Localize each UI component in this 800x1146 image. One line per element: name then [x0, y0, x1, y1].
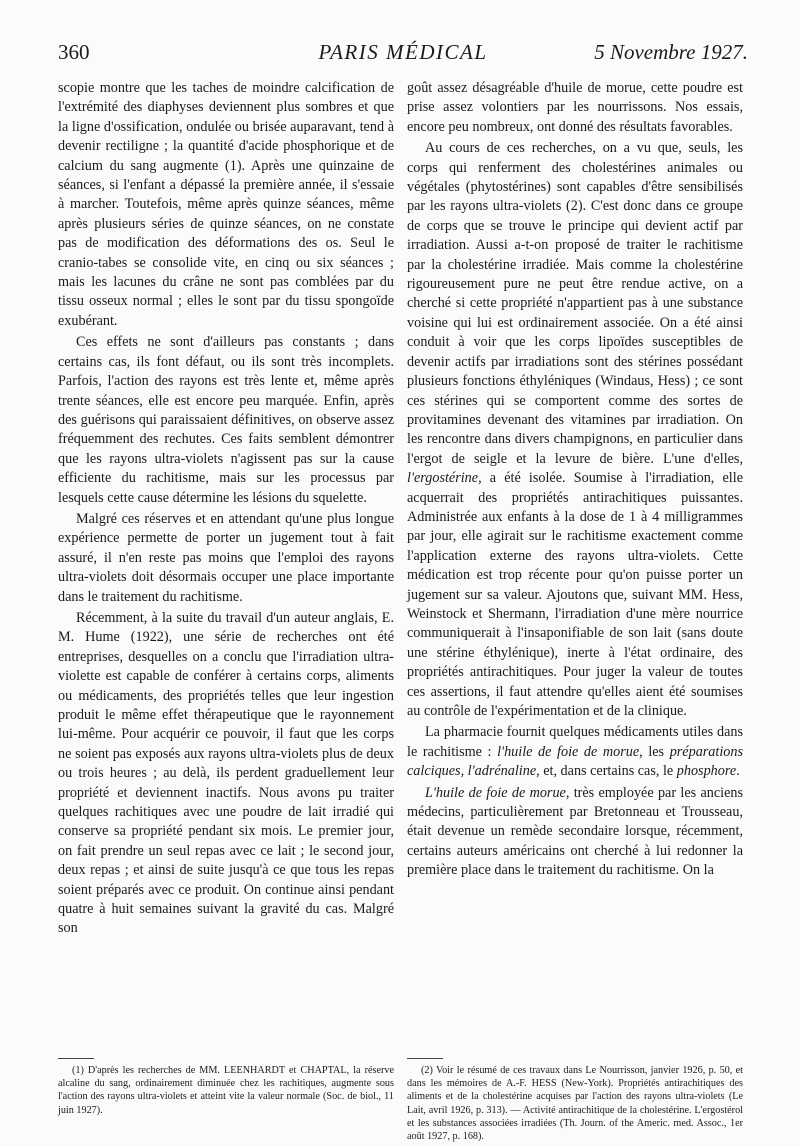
left-paragraph-3: Malgré ces réserves et en attendant qu'une plus longue expérience permette de porter un jugement tout à fait assuré, il n'en reste pas moins que l'emploi des rayons ultra-violets doit désormais occuper une place importante dans le traitement du rachitisme.	[58, 510, 394, 605]
ergosterine-term: l'ergostérine	[407, 470, 479, 487]
right-paragraph-2-text: Au cours de ces recherches, on a vu que, seuls, les corps qui renferment des cholestérines animales ou végétales (phytostérines) sont capables d'être sensibilisés par les rayons ultra-violets (2). C'est donc dans ce groupe de corps que se trouve le principe qui devient actif par irradiation. Aussi a-t-on proposé de traiter le rachitisme par la cholestérine irradiée. Mais comme la cholestérine rigoureusement pure ne peut être rendue active, on a cherché si cette propriété n'appartient pas à une substance voisine qui lui est ordinairement associée. On a été ainsi conduit à voir que les corps lipoïdes susceptibles de devenir actifs par irradiations sont des stérines possédant plusieurs fonctions éthyléniques (Windaus, Hess) ; ce sont ces stérines qui se comportent comme des sortes de provitamines devenant des vitamines par irradiation. On les rencontre dans divers champignons, en particulier dans l'ergot de seigle et la levure de bière. L'une d'elles,	[407, 140, 743, 467]
page-number: 360	[58, 40, 90, 64]
footnote-left	[58, 1050, 394, 1117]
footnote-rule	[58, 1058, 94, 1059]
right-paragraph-3	[407, 723, 743, 781]
footnote-rule	[407, 1058, 443, 1059]
p3-text-a: La pharmacie fournit quelques médicaments utiles dans le rachitisme :	[407, 724, 743, 760]
right-paragraph-2	[407, 139, 743, 721]
running-header	[58, 40, 748, 70]
p3-text-e: .	[736, 763, 740, 780]
p3-text-b: , les	[639, 743, 670, 760]
footnote-1: (1) D'après les recherches de MM. LEENHARDT et CHAPTAL, la réserve alcaline du sang, ordinairement diminuée chez les rachitiques, augmente sous l'action des rayons ultra-violets et atteint vite la valeur normale (Soc. de biol., 11 juin 1927).	[58, 1065, 394, 1116]
phosphorus-term: phosphore	[676, 763, 737, 780]
right-column	[407, 79, 743, 881]
footnote-2: (2) Voir le résumé de ces travaux dans Le Nourrisson, janvier 1926, p. 50, et dans les mémoires de A.-F. HESS (New-York). Propriétés antirachitiques des aliments et de la cholestérine acquises par l'action des rayons ultra-violets (Le Lait, avril 1926, p. 313). — Activité antirachitique de la cholestérine. L'ergostérol et les substances associées irradiées (Th. Journ. of the Americ. med. Assoc., 1er août 1927, p. 168).	[407, 1065, 743, 1143]
right-paragraph-4-tail: , très employée par les anciens médecins, particulièrement par Bretonneau et Trousseau, était devenue un remède secondaire lorsque, récemment, certains auteurs américains ont cherché à lui redonner la première place dans le traitement du rachitisme. On la	[407, 784, 743, 879]
calcium-preparations-term: préparations calciques	[407, 743, 743, 780]
issue-date: 5 Novembre 1927.	[594, 40, 748, 64]
cod-liver-oil-heading: L'huile de foie de morue	[425, 784, 566, 801]
p3-text-d: , et, dans certains cas, le	[536, 763, 677, 780]
cod-liver-oil-term: l'huile de foie de morue	[497, 743, 640, 760]
left-paragraph-2: Ces effets ne sont d'ailleurs pas constants ; dans certains cas, ils font défaut, ou ils sont très incomplets. Parfois, l'action des rayons est très lente et, même après trente séances, elle est encore peu marquée. Enfin, après des guérisons qui paraissaient définitives, on observe assez fréquemment des rechutes. Ces faits semblent démontrer que les rayons ultra-violets n'agissent pas sur la cause efficiente du rachitisme, mais sur les processus par lesquels cette cause détermine les lésions du squelette.	[58, 334, 394, 506]
adrenaline-term: l'adrénaline	[467, 763, 537, 780]
p3-text-c: ,	[460, 763, 468, 780]
right-paragraph-4	[407, 784, 743, 881]
right-paragraph-2-tail: , a été isolée. Soumise à l'irradiation, elle acquerrait des propriétés antirachitiques puissantes. Administrée aux enfants à la dose de 1 à 4 milligrammes par jour, elle agirait sur le rachitisme exactement comme l'application externe des rayons ultra-violets. Cette médication est trop récente pour qu'on puisse porter un jugement sur sa valeur. Ajoutons que, suivant MM. Hess, Weinstock et Shermann, l'irradiation d'une mère nourrice communiquerait à l'insaponifiable de son lait (sans doute une stérine éthylénique), inerte à l'état ordinaire, des propriétés antirachitiques. Pour juger la valeur de toutes ces assertions, il faut attendre qu'elles aient été soumises au contrôle de l'expérimentation et de la clinique.	[407, 470, 743, 719]
left-paragraph-4: Récemment, à la suite du travail d'un auteur anglais, E. M. Hume (1922), une série de recherches ont été entreprises, desquelles on a conclu que l'irradiation ultra-violette est capable de conférer à certains corps, aliments ou médicaments, des propriétés telles que leur ingestion produit le même effet thérapeutique que le rayonnement lui-même. Pour acquérir ce pouvoir, il faut que les corps ne soient pas exposés aux rayons ultra-violets plus de deux ou trois heures ; au delà, ils perdent graduellement leur propriété et deviennent inactifs. Nous avons pu traiter quelques rachitiques avec une poudre de lait irradié qui conserve sa propriété pendant six mois. Le premier jour, on fait prendre un seul repas avec ce lait ; le second jour, deux repas ; et ainsi de suite jusqu'à ce que tous les repas soient préparés avec ce produit. On continue ainsi pendant quatre à huit semaines suivant la gravité du cas. Malgré son	[58, 609, 394, 937]
footnote-right	[407, 1050, 743, 1143]
right-paragraph-1: goût assez désagréable d'huile de morue, cette poudre est prise assez volontiers par les nourrissons. Nos essais, encore peu nombreux, ont donné des résultats favorables.	[407, 80, 743, 135]
left-column	[58, 79, 394, 939]
journal-title: PARIS MÉDICAL	[318, 40, 488, 64]
left-paragraph-1: scopie montre que les taches de moindre calcification de l'extrémité des diaphyses deviennent plus sombres et que la ligne d'ossification, ondulée ou brisée auparavant, tend à devenir rectiligne ; la quantité d'acide phosphorique et de calcium du sang augmente (1). Après une quinzaine de séances, si l'enfant a dépassé la première année, il s'essaie à marcher. Toutefois, même après quinze séances, même après plusieurs séries de quinze séances, on ne constate pas de modification des déformations des os. Seul le cranio-tabes se consolide vite, en cinq ou six séances ; mais les lacunes du crâne ne sont pas comblées par du tissu osseux normal ; elles le sont par du tissu spongoïde exubérant.	[58, 80, 394, 329]
